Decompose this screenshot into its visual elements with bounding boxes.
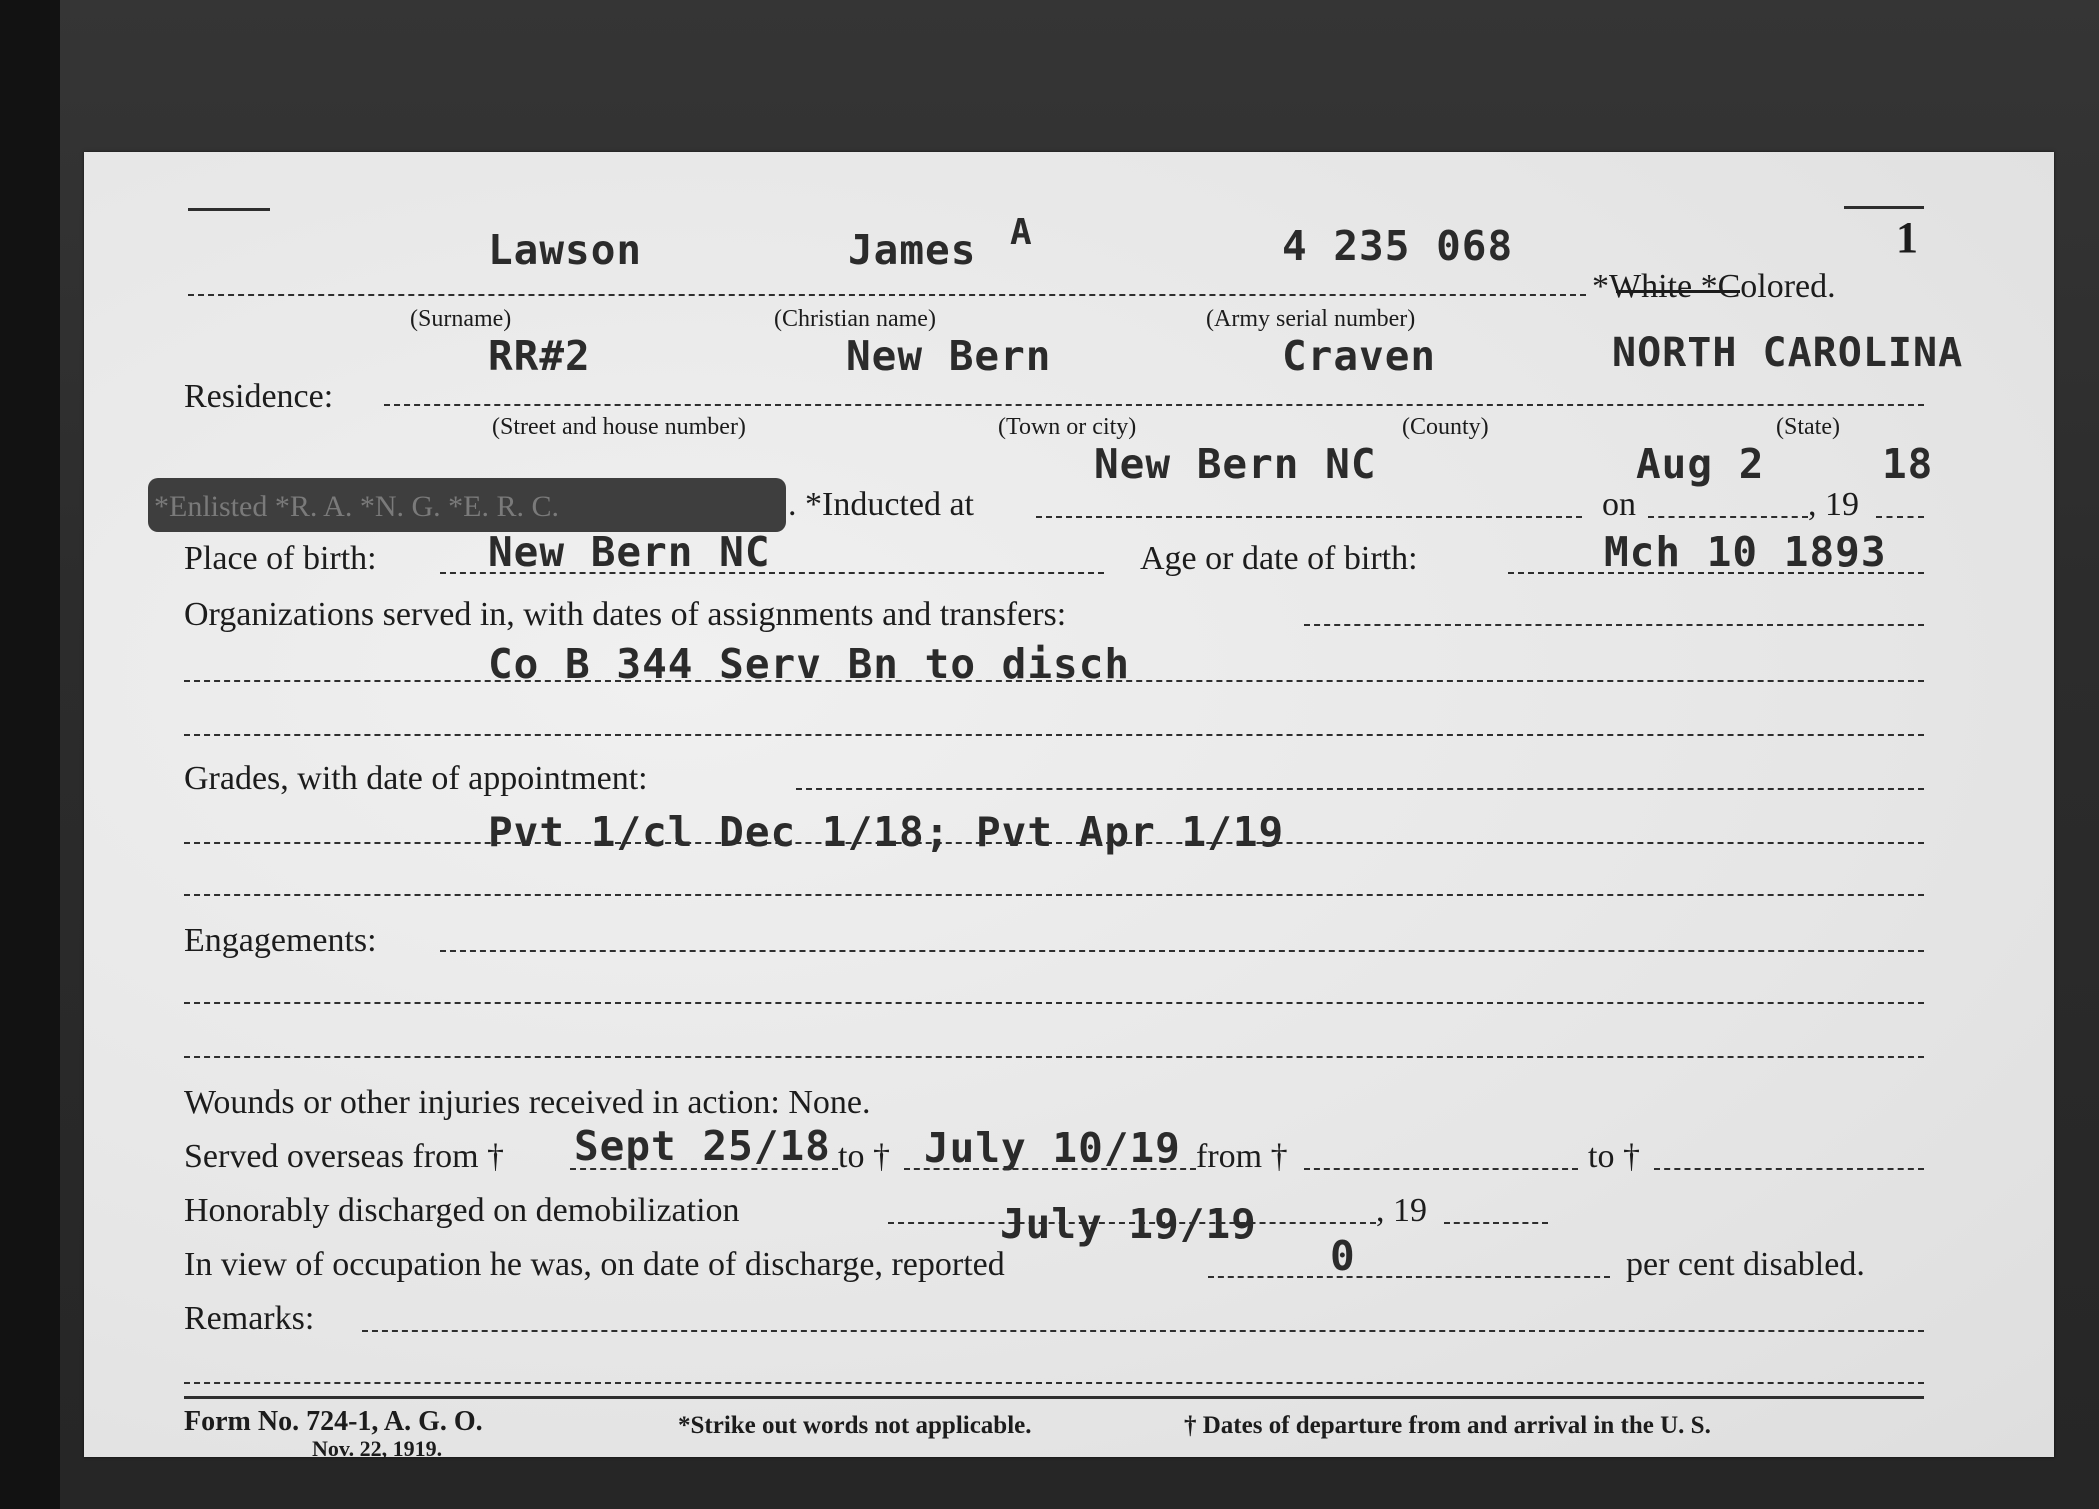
grades-line-3 [184,894,1924,896]
grades-line-2 [184,842,1924,844]
overseas-to2-line [1654,1168,1924,1170]
surname-value: Lawson [488,226,643,274]
organizations-line-1 [1304,624,1924,626]
strike-note: *Strike out words not applicable. [678,1412,1032,1439]
header-line [188,294,1586,296]
overseas-from-line [570,1168,838,1170]
disability-line [1208,1276,1610,1278]
engagements-label: Engagements: [184,922,377,959]
induction-date-value: Aug 2 [1636,440,1765,488]
disability-label: In view of occupation he was, on date of discharge, reported [184,1246,1005,1283]
year-prefix: , 19 [1808,486,1859,523]
christian-name-value: James [848,226,977,274]
top-left-rule [188,208,270,211]
organizations-line-2 [184,680,1924,682]
residence-line [384,404,1924,406]
residence-state-value: NORTH CAROLINA [1612,330,1964,376]
race-options: *White *Colored. [1592,268,1836,305]
birth-place-label: Place of birth: [184,540,377,577]
form-number: Form No. 724-1, A. G. O. [184,1406,483,1437]
grades-label: Grades, with date of appointment: [184,760,648,797]
organizations-label: Organizations served in, with dates of assignments and transfers: [184,596,1067,633]
discharge-label: Honorably discharged on demobilization [184,1192,740,1229]
remarks-label: Remarks: [184,1300,315,1337]
scan-edge [0,0,60,1509]
year-line [1876,516,1924,518]
card-number: 1 [1896,213,1918,262]
overseas-label: Served overseas from † [184,1138,505,1175]
middle-initial-value: A [1010,212,1033,253]
form-date: Nov. 22, 1919. [312,1436,443,1461]
dates-note: † Dates of departure from and arrival in the U. S. [1184,1412,1711,1439]
on-label: on [1602,486,1636,523]
grades-line-1 [796,788,1924,790]
residence-town-value: New Bern [846,332,1052,380]
serial-caption: (Army serial number) [1206,306,1416,332]
overseas-to-line [904,1168,1196,1170]
overseas-from2-line [1304,1168,1578,1170]
birth-place-line [440,572,1104,574]
organizations-line-3 [184,734,1924,736]
overseas-to-value: July 10/19 [924,1124,1181,1172]
county-caption: (County) [1402,414,1489,440]
top-right-rule [1844,206,1924,209]
footer-rule [184,1396,1924,1399]
engagements-line-2 [184,1002,1924,1004]
engagements-line-3 [184,1056,1924,1058]
organizations-value: Co B 344 Serv Bn to disch [488,640,1131,688]
remarks-line-1 [362,1330,1924,1332]
overseas-from2-label: from † [1196,1138,1288,1175]
grades-value: Pvt 1/cl Dec 1/18; Pvt Apr 1/19 [488,808,1285,856]
inducted-line [1036,516,1582,518]
street-caption: (Street and house number) [492,414,746,440]
white-strike [1616,290,1740,293]
disability-value: 0 [1330,1232,1356,1280]
residence-label: Residence: [184,378,334,415]
birth-date-value: Mch 10 1893 [1604,528,1887,576]
state-caption: (State) [1776,414,1840,440]
inducted-place-value: New Bern NC [1094,440,1377,488]
overseas-to-label: to † [838,1138,890,1175]
birth-place-value: New Bern NC [488,528,771,576]
discharge-year-line [1444,1222,1548,1224]
age-line [1508,572,1924,574]
struck-enlistment-options: *Enlisted *R. A. *N. G. *E. R. C. [154,490,560,523]
serial-number-value: 4 235 068 [1282,222,1514,270]
on-line [1648,516,1808,518]
discharge-date-value: July 19/19 [1000,1200,1257,1248]
overseas-to2-label: to † [1588,1138,1640,1175]
discharge-year-prefix: , 19 [1376,1192,1427,1229]
residence-county-value: Craven [1282,332,1437,380]
overseas-from-value: Sept 25/18 [574,1122,831,1170]
age-label: Age or date of birth: [1140,540,1418,577]
residence-street-value: RR#2 [488,332,591,380]
christian-caption: (Christian name) [774,306,936,332]
inducted-label: . *Inducted at [788,486,974,523]
remarks-line-2 [184,1382,1924,1384]
surname-caption: (Surname) [410,306,512,332]
town-caption: (Town or city) [998,414,1137,440]
induction-year-value: 18 [1882,440,1934,488]
disability-suffix: per cent disabled. [1626,1246,1865,1283]
engagements-line-1 [440,950,1924,952]
wounds-label: Wounds or other injuries received in action: None. [184,1084,871,1121]
